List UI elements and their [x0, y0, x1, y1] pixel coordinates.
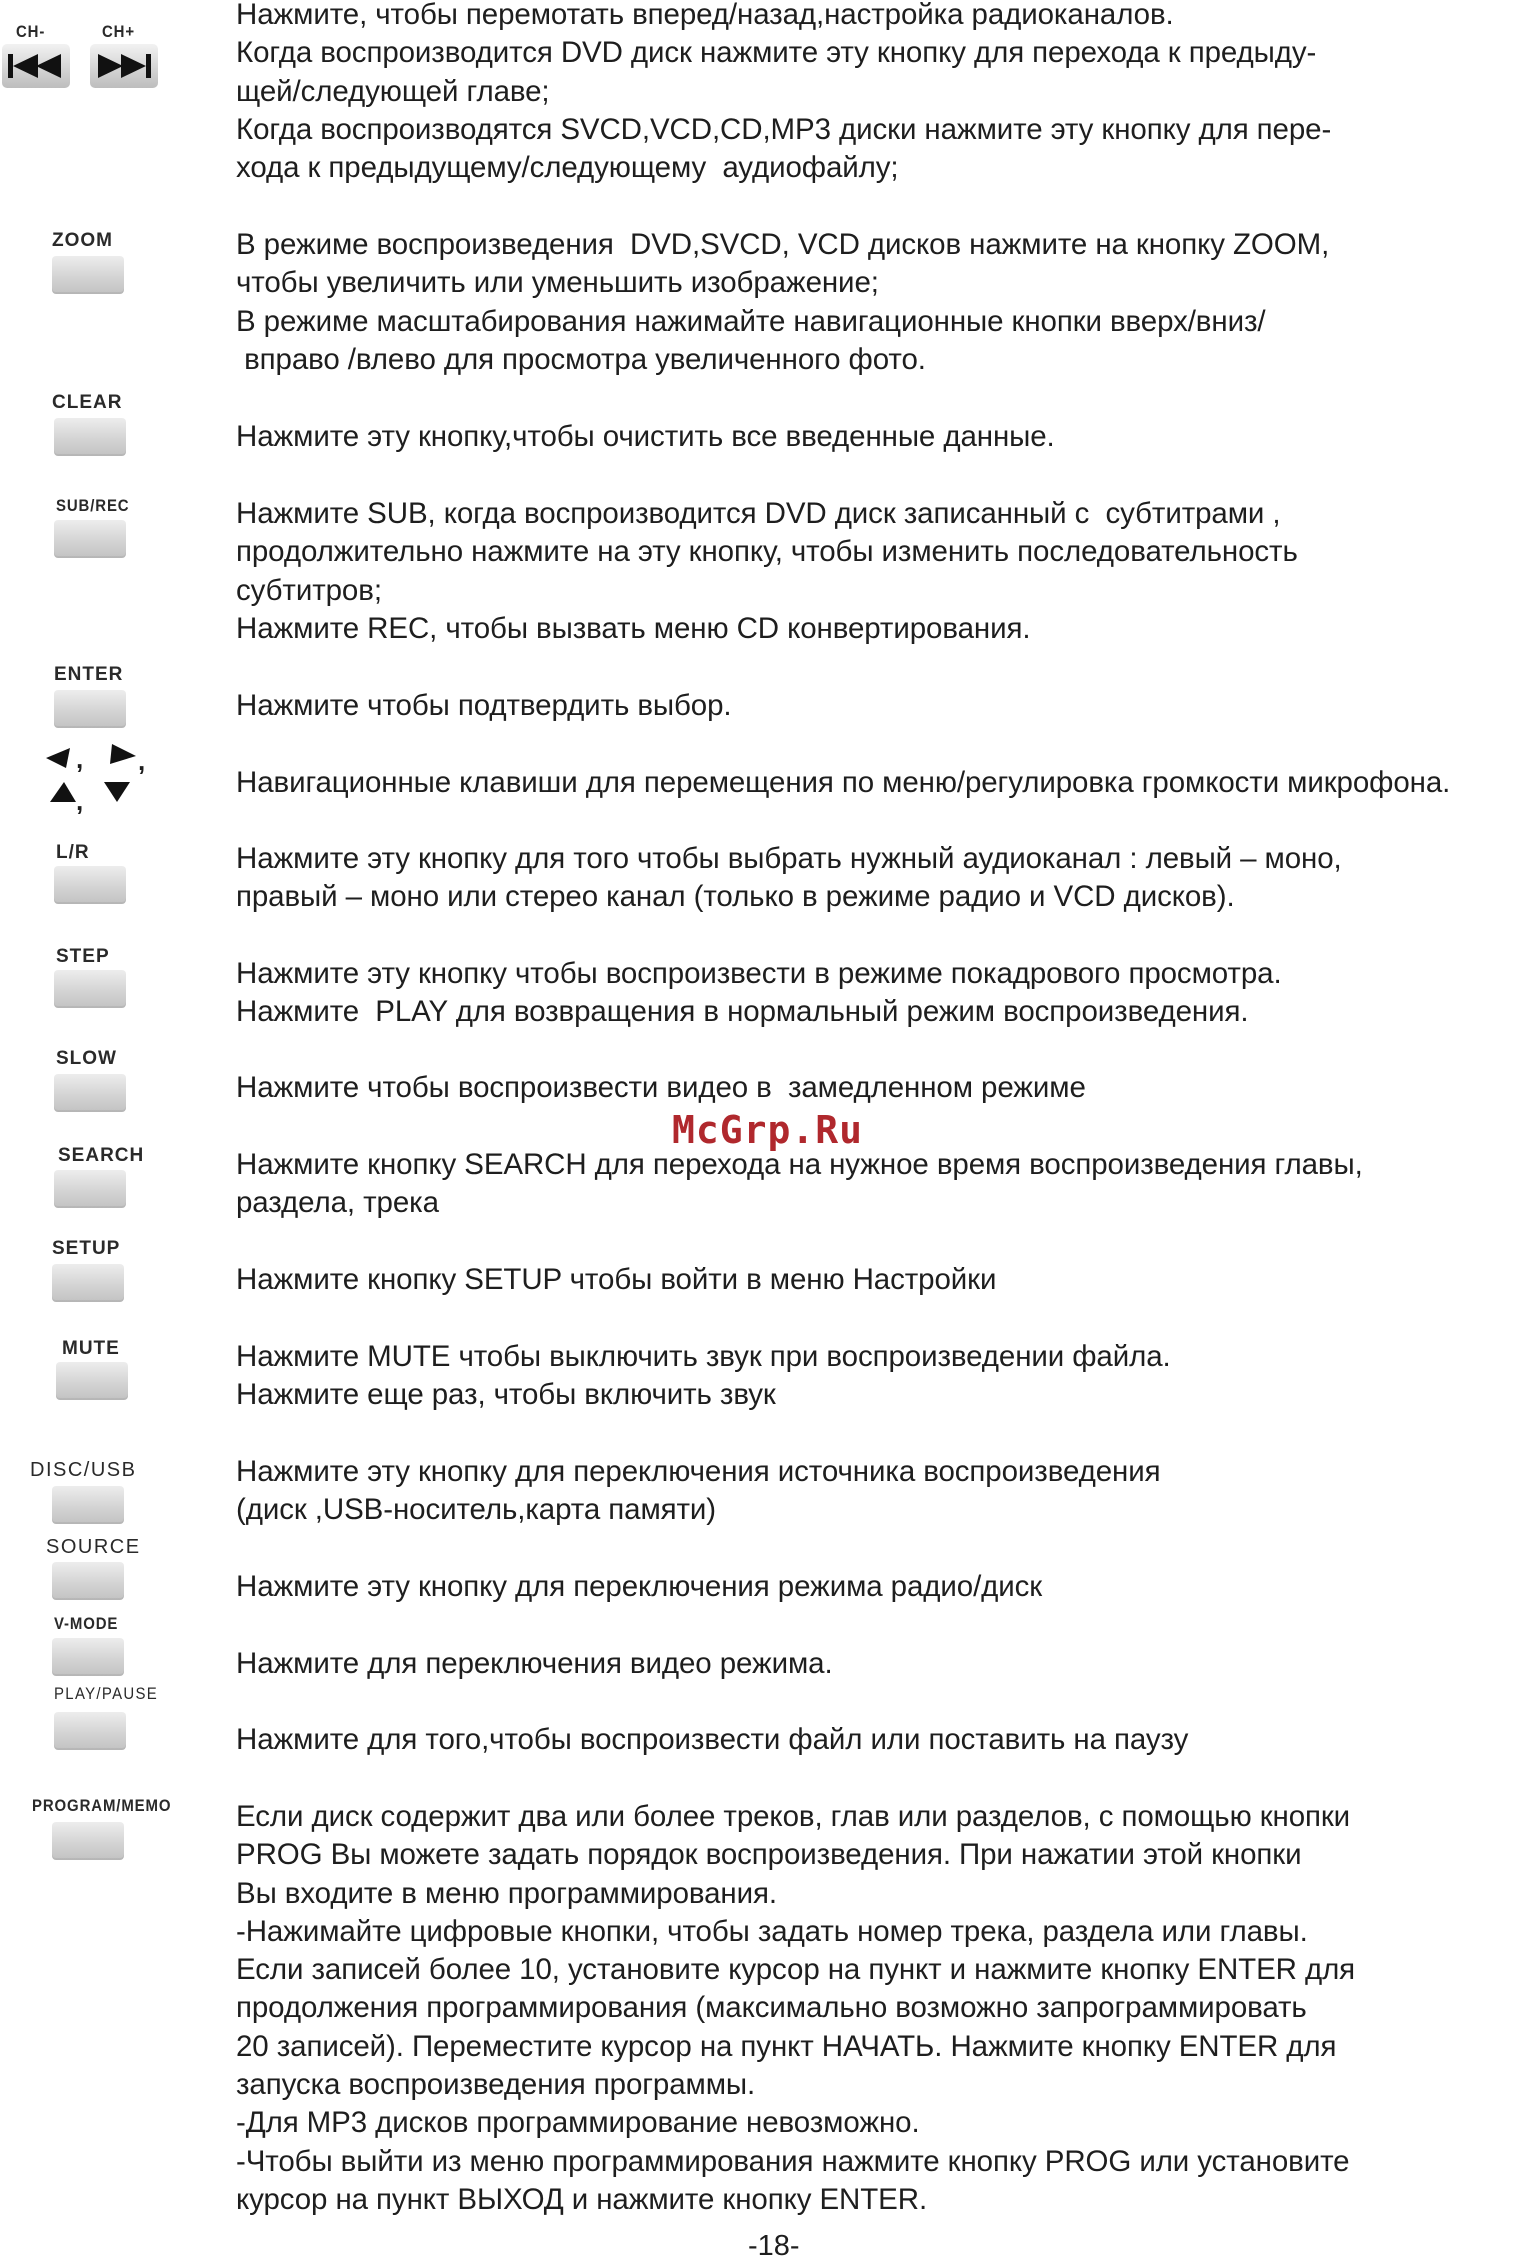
- page-number: -18-: [748, 2230, 800, 2262]
- sub-rec-description: Нажмите SUB, когда воспроизводится DVD диск записанный с субтитрами , продолжительно нажмите на эту кнопку, чтобы изменить последовательность субтитров; Нажмите REC, чтобы вызвать меню CD конвертирования.: [236, 497, 1298, 645]
- zoom-button[interactable]: [52, 256, 124, 294]
- arrow-right-icon[interactable]: [108, 742, 138, 768]
- disc-usb-description: Нажмите эту кнопку для переключения источника воспроизведения (диск ,USB-носитель,карта памяти): [236, 1455, 1161, 1527]
- clear-label: CLEAR: [52, 392, 123, 413]
- step-description: Нажмите эту кнопку чтобы воспроизвести в режиме покадрового просмотра. Нажмите PLAY для возвращения в нормальный режим воспроизведения.: [236, 957, 1282, 1029]
- step-button[interactable]: [54, 970, 126, 1008]
- arrow-left-icon[interactable]: [44, 746, 72, 770]
- lr-button[interactable]: [54, 866, 126, 904]
- next-chapter-button[interactable]: [90, 44, 158, 88]
- lr-description: Нажмите эту кнопку для того чтобы выбрать нужный аудиоканал : левый – моно, правый – моно или стерео канал (только в режиме радио и VCD дисков).: [236, 842, 1342, 914]
- program-description: Если диск содержит два или более треков, глав или разделов, с помощью кнопки PROG Вы можете задать порядок воспроизведения. При нажатии этой кнопки Вы входите в меню программирования. -Нажимайте цифровые кнопки, чтобы задать номер трека, раздела или главы. Если записей более 10, установите курсор на пункт и нажмите кнопку ENTER для продолжения программирования (максимально возможно запрограммировать 20 записей). Переместите курсор на пункт НАЧАТЬ. Нажмите кнопку ENTER для запуска воспроизведения программы. -Для MP3 дисков программирование невозможно. -Чтобы выйти из меню программирования нажмите кнопку PROG или установите курсор на пункт ВЫХОД и нажмите кнопку ENTER.: [236, 1800, 1356, 2216]
- v-mode-label: V-MODE: [54, 1614, 119, 1633]
- play-pause-description: Нажмите для того,чтобы воспроизвести файл или поставить на паузу: [236, 1723, 1189, 1756]
- zoom-description: В режиме воспроизведения DVD,SVCD, VCD дисков нажмите на кнопку ZOOM, чтобы увеличить или уменьшить изображение; В режиме масштабирования нажимайте навигационные кнопки вверх/вниз/ вправо /влево для просмотра увеличенного фото.: [236, 228, 1330, 376]
- v-mode-button[interactable]: [52, 1638, 124, 1676]
- prev-chapter-button[interactable]: [2, 44, 70, 88]
- navigation-description: Навигационные клавиши для перемещения по меню/регулировка громкости микрофона.: [236, 766, 1451, 799]
- setup-description: Нажмите кнопку SETUP чтобы войти в меню Настройки: [236, 1263, 997, 1296]
- v-mode-description: Нажмите для переключения видео режима.: [236, 1647, 833, 1680]
- ch-description: Нажмите, чтобы перемотать вперед/назад,настройка радиоканалов. Когда воспроизводится DVD диск нажмите эту кнопку для перехода к предыду- щей/следующей главе; Когда воспроизводятся SVCD,VCD,CD,MP3 диски нажмите эту кнопку для пере- хода к предыдущему/следующему аудиофайлу;: [236, 0, 1332, 185]
- slow-description: Нажмите чтобы воспроизвести видео в замедленном режиме: [236, 1071, 1086, 1104]
- program-memo-label: PROGRAM/MEMO: [32, 1796, 172, 1815]
- source-label: SOURCE: [46, 1536, 141, 1558]
- enter-description: Нажмите чтобы подтвердить выбор.: [236, 689, 732, 722]
- mute-label: MUTE: [62, 1338, 120, 1359]
- slow-label: SLOW: [56, 1048, 117, 1069]
- arrow-up-icon[interactable]: [48, 780, 78, 804]
- mute-description: Нажмите MUTE чтобы выключить звук при воспроизведении файла. Нажмите еще раз, чтобы включить звук: [236, 1340, 1171, 1412]
- slow-button[interactable]: [54, 1074, 126, 1112]
- sub-rec-label: SUB/REC: [56, 496, 130, 515]
- zoom-label: ZOOM: [52, 230, 113, 251]
- source-description: Нажмите эту кнопку для переключения режима радио/диск: [236, 1570, 1043, 1603]
- ch-minus-label: CH-: [16, 22, 46, 41]
- lr-label: L/R: [56, 842, 90, 863]
- program-memo-button[interactable]: [52, 1822, 124, 1860]
- skip-forward-icon: [90, 44, 158, 88]
- skip-back-icon: [2, 44, 70, 88]
- enter-label: ENTER: [54, 664, 124, 685]
- ch-plus-label: CH+: [102, 22, 135, 41]
- arrow-down-icon[interactable]: [102, 780, 132, 804]
- clear-button[interactable]: [54, 418, 126, 456]
- step-label: STEP: [56, 946, 110, 967]
- play-pause-button[interactable]: [54, 1712, 126, 1750]
- setup-button[interactable]: [52, 1264, 124, 1302]
- mute-button[interactable]: [56, 1362, 128, 1400]
- setup-label: SETUP: [52, 1238, 121, 1259]
- play-pause-label: PLAY/PAUSE: [54, 1684, 159, 1703]
- search-button[interactable]: [54, 1170, 126, 1208]
- watermark: McGrp.Ru: [672, 1108, 864, 1152]
- disc-usb-button[interactable]: [52, 1486, 124, 1524]
- disc-usb-label: DISC/USB: [30, 1459, 137, 1481]
- clear-description: Нажмите эту кнопку,чтобы очистить все введенные данные.: [236, 420, 1055, 453]
- sub-rec-button[interactable]: [54, 520, 126, 558]
- search-description: Нажмите кнопку SEARCH для перехода на нужное время воспроизведения главы, раздела, трека: [236, 1148, 1363, 1220]
- search-label: SEARCH: [58, 1145, 145, 1166]
- source-button[interactable]: [52, 1562, 124, 1600]
- enter-button[interactable]: [54, 690, 126, 728]
